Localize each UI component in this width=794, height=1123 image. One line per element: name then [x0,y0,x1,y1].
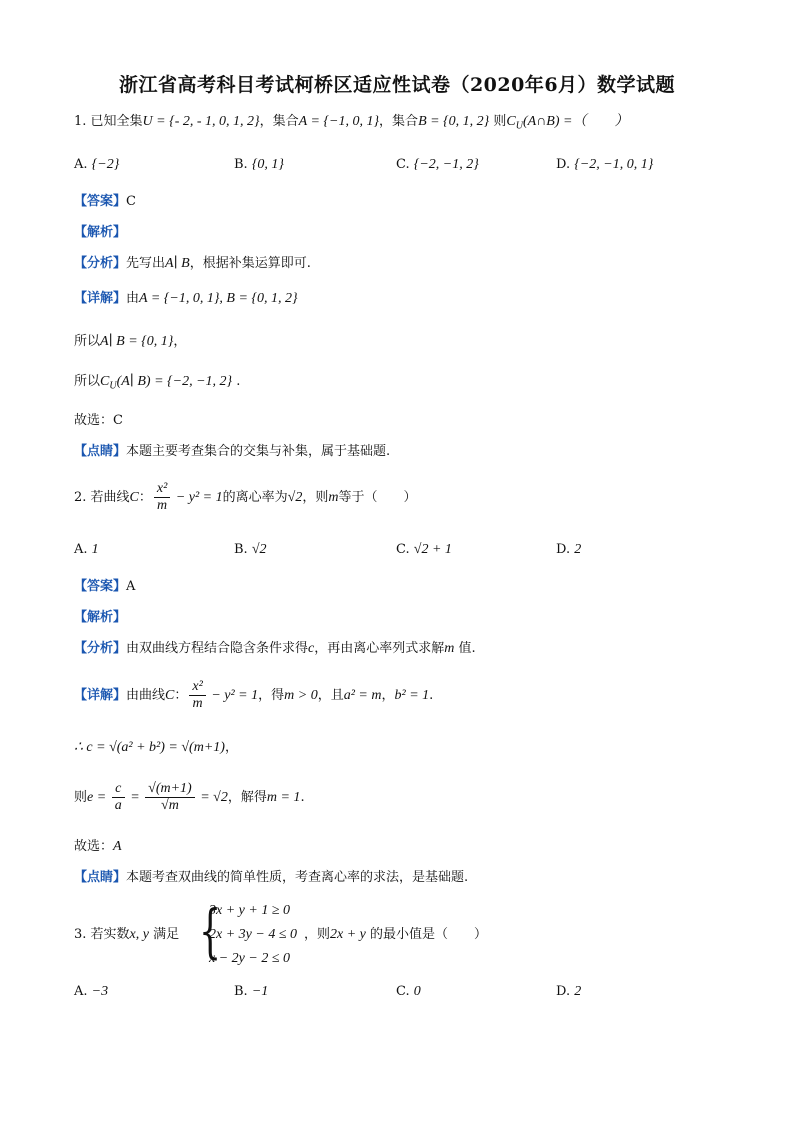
question-1-analysis-heading: 【解析】 [74,225,127,240]
question-2-option-c: C. √2 + 1 [396,542,452,557]
question-1-fenxi: 【分析】先写出A∣ B，根据补集运算即可. [74,256,311,271]
question-1-option-b: B. {0, 1} [234,157,285,172]
question-2-step-1: ∴ c = √(a² + b²) = √(m+1)， [74,740,238,755]
question-2-comment: 【点睛】本题考查双曲线的简单性质，考查离心率的求法，是基础题. [74,870,469,885]
question-3-option-c: C. 0 [396,984,421,999]
question-3-stem-tail: ，则2x + y 的最小值是（ ） [304,927,488,942]
inequality-2: 2x + 3y − 4 ≤ 0 [209,927,298,942]
question-1-option-a: A. {−2} [74,157,120,172]
question-1-stem: 1. 已知全集U = {- 2, - 1, 0, 1, 2}，集合A = {−1, 0, 1}，集合B = {0, 1, 2} 则$C_U(A\cap B)$ =（ ） [74,114,629,132]
question-1-answer: 【答案】C [74,194,136,209]
question-2-choose: 故选：A [74,839,122,854]
question-1-step-1: 所以A∣ B = {0, 1}， [74,334,187,349]
question-1-comment: 【点睛】本题主要考查集合的交集与补集，属于基础题. [74,444,391,459]
question-2-stem: 2. 若曲线C： $\frac{\text{x²}}{m}$ − y² = 1的离心率为√2，则m等于（ ） [74,481,417,513]
inequality-1: 3x + y + 1 ≥ 0 [209,903,291,918]
system-brace: { [199,897,222,965]
question-2-step-2: 则e = $\frac{c}{a}$ = $\frac{√(m+1)}{√m}$ = √2，解得m = 1. [74,781,305,813]
question-2-option-d: D. 2 [556,542,582,557]
question-2-answer: 【答案】A [74,579,136,594]
question-3-stem-lead: 3. 若实数x, y 满足 [74,927,180,942]
page-title: 浙江省高考科目考试柯桥区适应性试卷（2020年6月）数学试题 [118,74,676,96]
question-2-detail: 【详解】由曲线C： $\frac{\text{x²}}{m}$ − y² = 1，得m > 0，且a² = m，b² = 1. [74,679,434,711]
question-2-fenxi: 【分析】由双曲线方程结合隐含条件求得c，再由离心率列式求解m 值. [74,641,476,656]
question-1-option-c: C. {−2, −1, 2} [396,157,479,172]
question-1-choose: 故选：C [74,413,123,428]
question-2-option-b: B. √2 [234,542,267,557]
question-1-option-d: D. {−2, −1, 0, 1} [556,157,654,172]
question-1-step-2: 所以$C_U(A∣$ B) = {−2, −1, 2} . [74,374,241,392]
question-2-analysis-heading: 【解析】 [74,610,127,625]
question-3-option-d: D. 2 [556,984,582,999]
inequality-3: x − 2y − 2 ≤ 0 [209,951,291,966]
question-2-option-a: A. 1 [74,542,99,557]
question-3-option-b: B. −1 [234,984,269,999]
question-1-detail: 【详解】由A = {−1, 0, 1}, B = {0, 1, 2} [74,291,298,306]
question-3-option-a: A. −3 [74,984,109,999]
